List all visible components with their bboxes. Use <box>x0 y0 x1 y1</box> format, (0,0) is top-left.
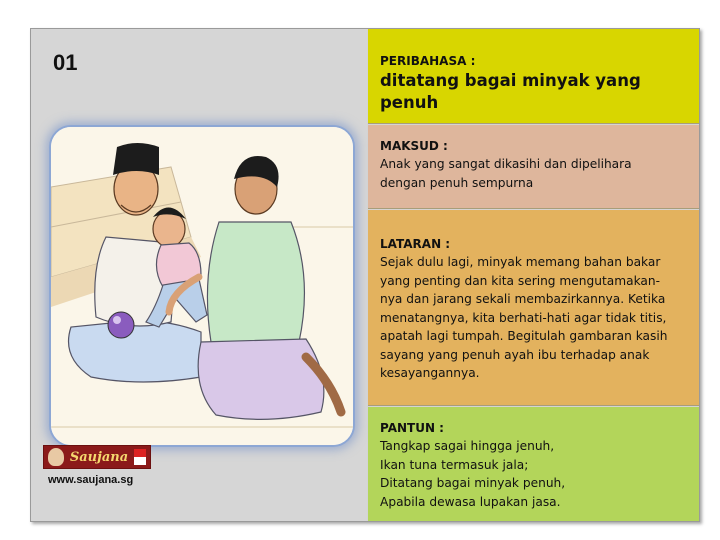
pantun-panel <box>368 407 699 521</box>
maksud-line: dengan penuh sempurna <box>380 175 534 190</box>
lataran-line: nya dan jarang sekali membazirkannya. Ketika <box>380 292 666 306</box>
saujana-logo <box>43 445 151 469</box>
maksud-label: MAKSUD : <box>380 139 448 153</box>
pantun-line: Ikan tuna termasuk jala; <box>380 457 529 472</box>
peribahasa-label: PERIBAHASA : <box>380 54 476 68</box>
lataran-text <box>380 253 689 383</box>
flag-icon <box>134 449 146 465</box>
family-illustration <box>49 125 355 447</box>
lataran-line: apatah lagi tumpah. Begitulah gambaran kasih <box>380 329 668 343</box>
maksud-panel <box>368 125 699 209</box>
logo-text: Saujana <box>69 449 129 465</box>
maksud-text <box>380 155 689 192</box>
proverb-card <box>30 28 700 522</box>
card-left-panel <box>31 29 367 521</box>
lataran-line: sayang yang penuh ayah ibu terhadap anak <box>380 347 650 362</box>
lataran-label: LATARAN : <box>380 237 451 251</box>
lataran-line: menatangnya, kita berhati-hati agar tidak titis, <box>380 310 667 325</box>
lataran-line: kesayangannya. <box>380 366 480 380</box>
pantun-line: Tangkap sagai hingga jenuh, <box>380 439 555 453</box>
maksud-line: Anak yang sangat dikasihi dan dipelihara <box>380 157 632 171</box>
lataran-line: yang penting dan kita sering mengutamakan- <box>380 273 660 288</box>
lataran-line: Sejak dulu lagi, minyak memang bahan bakar <box>380 255 661 269</box>
card-right-panel <box>368 29 699 521</box>
website-url: www.saujana.sg <box>48 474 134 486</box>
peribahasa-title: ditatang bagai minyak yang penuh <box>380 71 641 112</box>
logo-portrait <box>48 448 64 466</box>
peribahasa-panel <box>368 29 699 124</box>
lataran-panel <box>368 210 699 406</box>
card-number: 01 <box>53 50 78 75</box>
pantun-line: Apabila dewasa lupakan jasa. <box>380 494 561 509</box>
pantun-text <box>380 437 689 511</box>
family-drawing <box>51 127 353 445</box>
pantun-label: PANTUN : <box>380 421 444 435</box>
pantun-line: Ditatang bagai minyak penuh, <box>380 476 566 490</box>
